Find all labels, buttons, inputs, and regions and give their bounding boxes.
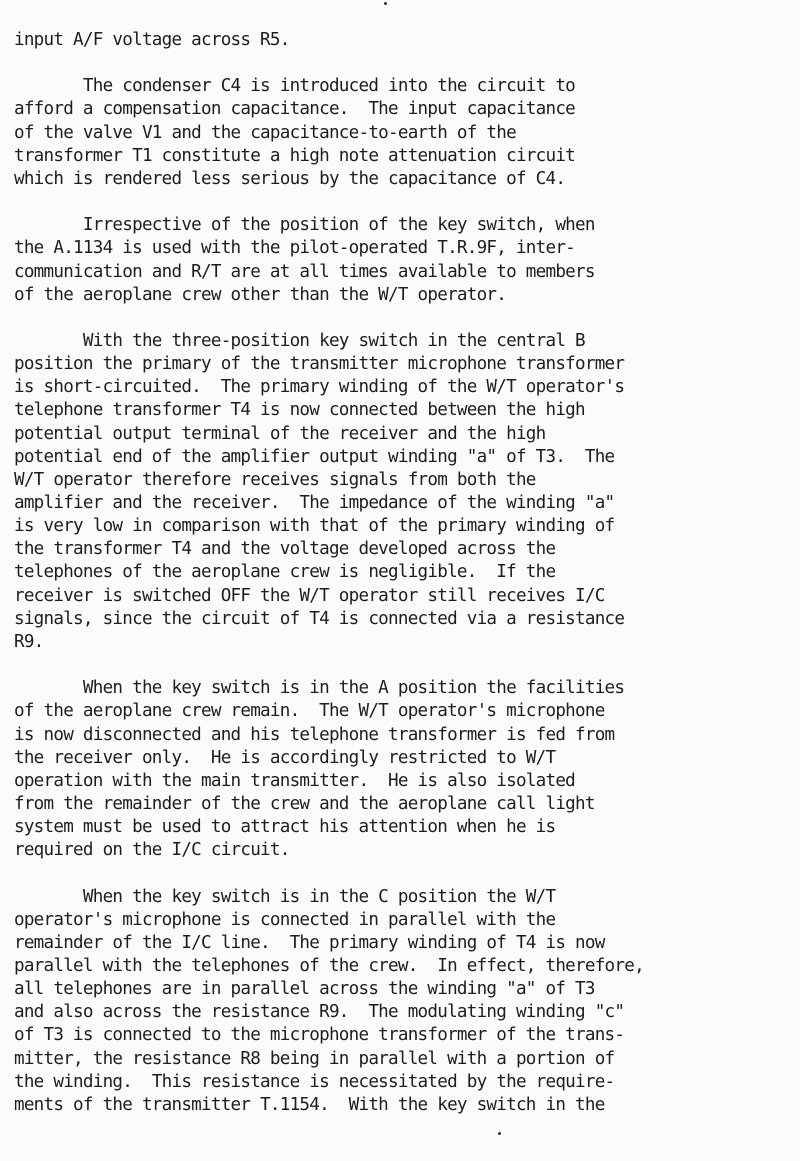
text-line: all telephones are in parallel across the winding "a" of T3 bbox=[14, 979, 595, 1000]
text-line: potential end of the amplifier output winding "a" of T3. The bbox=[14, 446, 615, 467]
text-line: which is rendered less serious by the capacitance of C4. bbox=[14, 168, 566, 189]
text-line: is now disconnected and his telephone transformer is fed from bbox=[14, 724, 615, 745]
text-line: the winding. This resistance is necessitated by the require- bbox=[14, 1071, 615, 1092]
text-line: of the aeroplane crew other than the W/T operator. bbox=[14, 284, 507, 305]
dot-mark-top bbox=[384, 2, 387, 5]
text-line: afford a compensation capacitance. The input capacitance bbox=[14, 99, 576, 120]
text-line: remainder of the I/C line. The primary winding of T4 is now bbox=[14, 932, 605, 953]
text-line: from the remainder of the crew and the aeroplane call light bbox=[14, 793, 595, 814]
text-line: parallel with the telephones of the crew. In effect, therefore, bbox=[14, 956, 644, 976]
text-line: of the aeroplane crew remain. The W/T operator's microphone bbox=[14, 701, 605, 722]
text-line: receiver is switched OFF the W/T operator still receives I/C bbox=[14, 585, 605, 606]
text-line: potential output terminal of the receiver and the high bbox=[14, 423, 546, 444]
text-line: signals, since the circuit of T4 is connected via a resistance bbox=[14, 608, 625, 629]
text-line: is short-circuited. The primary winding of the W/T operator's bbox=[14, 377, 625, 398]
text-line: position the primary of the transmitter microphone transformer bbox=[14, 354, 625, 375]
text-line: input A/F voltage across R5. bbox=[14, 30, 290, 50]
text-line: the transformer T4 and the voltage developed across the bbox=[14, 539, 556, 560]
text-line: telephones of the aeroplane crew is negligible. If the bbox=[14, 562, 556, 583]
text-line: required on the I/C circuit. bbox=[14, 840, 290, 861]
text-line: of the valve V1 and the capacitance-to-earth of the bbox=[14, 122, 516, 143]
text-line: W/T operator therefore receives signals from both the bbox=[14, 469, 536, 490]
text-line: the A.1134 is used with the pilot-operated T.R.9F, inter- bbox=[14, 238, 576, 259]
text-line: amplifier and the receiver. The impedance of the winding "a" bbox=[14, 493, 615, 513]
text-line: When the key switch is in the A position the facilities bbox=[14, 678, 625, 699]
text-line: and also across the resistance R9. The modulating winding "c" bbox=[14, 1002, 625, 1023]
text-line: telephone transformer T4 is now connected between the high bbox=[14, 400, 585, 421]
text-line: mitter, the resistance R8 being in parallel with a portion of bbox=[14, 1048, 615, 1069]
text-line: When the key switch is in the C position the W/T bbox=[14, 886, 556, 907]
text-line: is very low in comparison with that of the primary winding of bbox=[14, 516, 615, 537]
text-line: With the three-position key switch in the central B bbox=[14, 330, 585, 351]
text-line: communication and R/T are at all times available to members bbox=[14, 261, 595, 282]
text-line: The condenser C4 is introduced into the circuit to bbox=[14, 76, 576, 97]
text-line: operator's microphone is connected in parallel with the bbox=[14, 909, 556, 930]
text-line: system must be used to attract his attention when he is bbox=[14, 817, 556, 838]
text-line: operation with the main transmitter. He is also isolated bbox=[14, 770, 576, 791]
text-line: of T3 is connected to the microphone transformer of the trans- bbox=[14, 1025, 625, 1046]
text-line: transformer T1 constitute a high note attenuation circuit bbox=[14, 145, 576, 166]
text-line: the receiver only. He is accordingly restricted to W/T bbox=[14, 747, 556, 768]
text-line: Irrespective of the position of the key switch, when bbox=[14, 215, 595, 236]
dot-mark-bottom bbox=[498, 1132, 501, 1135]
text-line: R9. bbox=[14, 631, 44, 652]
text-line: ments of the transmitter T.1154. With the key switch in the bbox=[14, 1094, 605, 1115]
